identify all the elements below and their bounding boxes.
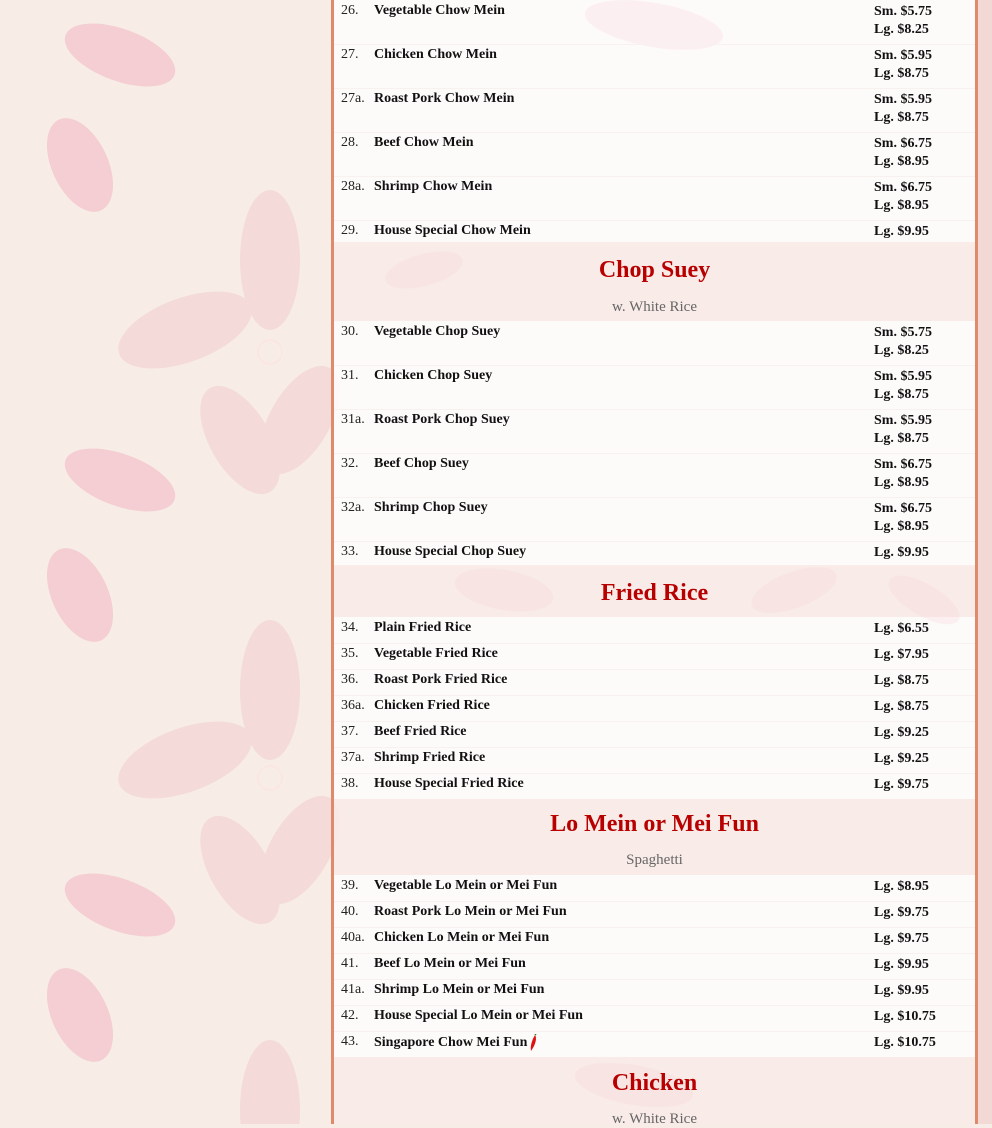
item-price	[874, 982, 929, 1000]
item-number: 28a.	[341, 179, 365, 194]
item-number: 26.	[341, 3, 359, 18]
item-name-text: Roast Pork Lo Mein or Mei Fun	[374, 904, 567, 919]
item-name-text: Beef Lo Mein or Mei Fun	[374, 956, 526, 971]
price-large: Lg. $8.95	[874, 519, 929, 534]
item-name	[374, 956, 526, 972]
section-subtitle: w. White Rice	[612, 299, 697, 315]
price-small: Sm. $5.75	[874, 325, 932, 340]
price-large: Lg. $9.95	[874, 957, 929, 972]
item-name-text: Shrimp Chow Mein	[374, 179, 493, 194]
item-price	[874, 930, 929, 948]
item-name	[374, 1008, 583, 1024]
item-number: 34.	[341, 620, 359, 635]
price-large: Lg. $9.95	[874, 983, 929, 998]
section-title: Chop Suey	[598, 257, 711, 283]
item-price	[874, 223, 929, 241]
item-name	[374, 776, 524, 792]
item-name	[374, 223, 531, 239]
item-number: 41a.	[341, 982, 365, 997]
price-large: Lg. $8.75	[874, 110, 929, 125]
item-price	[874, 324, 932, 360]
item-name	[374, 412, 510, 428]
price-small: Sm. $5.95	[874, 92, 932, 107]
item-name-text: House Special Lo Mein or Mei Fun	[374, 1008, 583, 1023]
price-large: Lg. $8.95	[874, 198, 929, 213]
price-large: Lg. $10.75	[874, 1009, 936, 1024]
price-large: Lg. $8.75	[874, 673, 929, 688]
menu-item-row	[334, 365, 975, 410]
item-number: 42.	[341, 1008, 359, 1023]
price-small: Sm. $5.95	[874, 413, 932, 428]
section-header	[334, 565, 975, 617]
price-large: Lg. $8.25	[874, 22, 929, 37]
item-price	[874, 179, 932, 215]
price-large: Lg. $9.25	[874, 725, 929, 740]
item-price	[874, 412, 932, 448]
item-name-text: House Special Chop Suey	[374, 544, 527, 559]
price-large: Lg. $8.75	[874, 387, 929, 402]
item-name	[374, 3, 505, 19]
price-small: Sm. $6.75	[874, 457, 932, 472]
menu-item-row	[334, 44, 975, 89]
item-name-text: Chicken Fried Rice	[374, 698, 490, 713]
item-name-text: Vegetable Chow Mein	[374, 3, 505, 18]
item-number: 32.	[341, 456, 359, 471]
item-price	[874, 646, 929, 664]
price-large: Lg. $10.75	[874, 1035, 936, 1050]
menu-item-row	[334, 321, 975, 366]
item-name	[374, 47, 497, 63]
item-name-text: Roast Pork Chop Suey	[374, 412, 510, 427]
item-name-text: Plain Fried Rice	[374, 620, 472, 635]
item-price	[874, 368, 932, 404]
menu-item-row	[334, 901, 975, 928]
item-price	[874, 456, 932, 492]
right-border-strip	[978, 0, 992, 1124]
menu-item-row	[334, 695, 975, 722]
item-name-text: Vegetable Chop Suey	[374, 324, 501, 339]
menu-item-row	[334, 132, 975, 177]
menu-item-row	[334, 953, 975, 980]
item-number: 28.	[341, 135, 359, 150]
item-name-text: Vegetable Fried Rice	[374, 646, 498, 661]
item-price	[874, 91, 932, 127]
item-number: 27.	[341, 47, 359, 62]
item-name-text: Beef Fried Rice	[374, 724, 467, 739]
item-number: 37.	[341, 724, 359, 739]
item-name	[374, 500, 488, 516]
item-price	[874, 47, 932, 83]
item-price	[874, 544, 929, 562]
price-small: Sm. $6.75	[874, 136, 932, 151]
section-subtitle: w. White Rice	[612, 1111, 697, 1127]
item-number: 40.	[341, 904, 359, 919]
item-price	[874, 776, 929, 794]
item-name-text: Roast Pork Fried Rice	[374, 672, 508, 687]
item-number: 30.	[341, 324, 359, 339]
price-large: Lg. $8.95	[874, 475, 929, 490]
section-title: Lo Mein or Mei Fun	[550, 811, 759, 837]
item-price	[874, 956, 929, 974]
item-price	[874, 750, 929, 768]
item-number: 32a.	[341, 500, 365, 515]
menu-item-row	[334, 747, 975, 774]
price-large: Lg. $9.75	[874, 931, 929, 946]
item-name	[374, 544, 526, 560]
item-name	[374, 698, 490, 714]
price-large: Lg. $9.75	[874, 905, 929, 920]
menu-item-row	[334, 617, 975, 644]
item-name	[374, 368, 492, 384]
price-large: Lg. $8.95	[874, 154, 929, 169]
menu-item-row	[334, 979, 975, 1006]
item-name	[374, 324, 500, 340]
price-large: Lg. $6.55	[874, 621, 929, 636]
item-name	[374, 982, 544, 998]
price-small: Sm. $5.95	[874, 369, 932, 384]
item-number: 31.	[341, 368, 359, 383]
item-name	[374, 179, 492, 195]
item-name-text: Vegetable Lo Mein or Mei Fun	[374, 878, 558, 893]
price-large: Lg. $9.75	[874, 777, 929, 792]
item-name	[374, 646, 498, 662]
menu-item-row	[334, 176, 975, 221]
item-name-text: Chicken Chow Mein	[374, 47, 497, 62]
menu-item-row	[334, 721, 975, 748]
item-number: 31a.	[341, 412, 365, 427]
item-number: 27a.	[341, 91, 365, 106]
item-name	[374, 1034, 538, 1052]
item-number: 41.	[341, 956, 359, 971]
section-header	[334, 1057, 975, 1127]
price-large: Lg. $8.25	[874, 343, 929, 358]
section-header	[334, 242, 975, 321]
item-price	[874, 500, 932, 536]
item-name-text: Shrimp Lo Mein or Mei Fun	[374, 982, 545, 997]
item-name-text: House Special Chow Mein	[374, 223, 531, 238]
item-name	[374, 750, 485, 766]
item-name	[374, 135, 474, 151]
item-number: 36a.	[341, 698, 365, 713]
item-name	[374, 878, 557, 894]
item-price	[874, 724, 929, 742]
section-title: Chicken	[611, 1070, 698, 1096]
section-subtitle: Spaghetti	[626, 852, 683, 868]
menu-item-row	[334, 643, 975, 670]
item-price	[874, 904, 929, 922]
item-name	[374, 91, 514, 107]
item-number: 43.	[341, 1034, 359, 1049]
price-large: Lg. $8.75	[874, 431, 929, 446]
menu-item-row	[334, 1005, 975, 1032]
item-price	[874, 1034, 936, 1052]
item-name-text: Roast Pork Chow Mein	[374, 91, 515, 106]
menu-item-row	[334, 541, 975, 567]
item-price	[874, 135, 932, 171]
price-large: Lg. $8.75	[874, 66, 929, 81]
item-name	[374, 724, 467, 740]
price-large: Lg. $9.95	[874, 224, 929, 239]
item-name-text: Chicken Lo Mein or Mei Fun	[374, 930, 550, 945]
item-name-text: Shrimp Chop Suey	[374, 500, 488, 515]
menu-item-row	[334, 927, 975, 954]
menu-item-row	[334, 409, 975, 454]
item-number: 40a.	[341, 930, 365, 945]
item-name	[374, 456, 469, 472]
item-number: 35.	[341, 646, 359, 661]
price-small: Sm. $6.75	[874, 180, 932, 195]
item-number: 29.	[341, 223, 359, 238]
menu-item-row	[334, 669, 975, 696]
item-number: 37a.	[341, 750, 365, 765]
item-name	[374, 620, 471, 636]
item-name	[374, 904, 567, 920]
item-price	[874, 1008, 936, 1026]
item-name-text: Singapore Chow Mei Fun	[374, 1035, 528, 1051]
item-name-text: House Special Fried Rice	[374, 776, 524, 791]
price-small: Sm. $6.75	[874, 501, 932, 516]
price-large: Lg. $7.95	[874, 647, 929, 662]
item-number: 33.	[341, 544, 359, 559]
item-name	[374, 672, 507, 688]
section-header	[334, 799, 975, 875]
menu-item-row	[334, 497, 975, 542]
item-number: 36.	[341, 672, 359, 687]
menu-item-row	[334, 453, 975, 498]
item-number: 39.	[341, 878, 359, 893]
price-large: Lg. $9.95	[874, 545, 929, 560]
menu-item-row	[334, 773, 975, 799]
item-name-text: Beef Chop Suey	[374, 456, 469, 471]
item-name-text: Chicken Chop Suey	[374, 368, 493, 383]
price-large: Lg. $8.95	[874, 879, 929, 894]
menu-item-row	[334, 0, 975, 45]
chili-pepper-icon	[528, 1034, 538, 1052]
price-small: Sm. $5.75	[874, 4, 932, 19]
menu-item-row	[334, 88, 975, 133]
section-title: Fried Rice	[600, 580, 709, 606]
item-price	[874, 698, 929, 716]
price-large: Lg. $9.25	[874, 751, 929, 766]
menu-item-row	[334, 875, 975, 902]
menu-item-row	[334, 1031, 975, 1057]
item-name-text: Shrimp Fried Rice	[374, 750, 486, 765]
item-price	[874, 878, 929, 896]
price-large: Lg. $8.75	[874, 699, 929, 714]
menu-panel	[331, 0, 978, 1127]
item-number: 38.	[341, 776, 359, 791]
price-small: Sm. $5.95	[874, 48, 932, 63]
item-name	[374, 930, 549, 946]
item-price	[874, 3, 932, 39]
item-price	[874, 620, 929, 638]
item-name-text: Beef Chow Mein	[374, 135, 474, 150]
item-price	[874, 672, 929, 690]
